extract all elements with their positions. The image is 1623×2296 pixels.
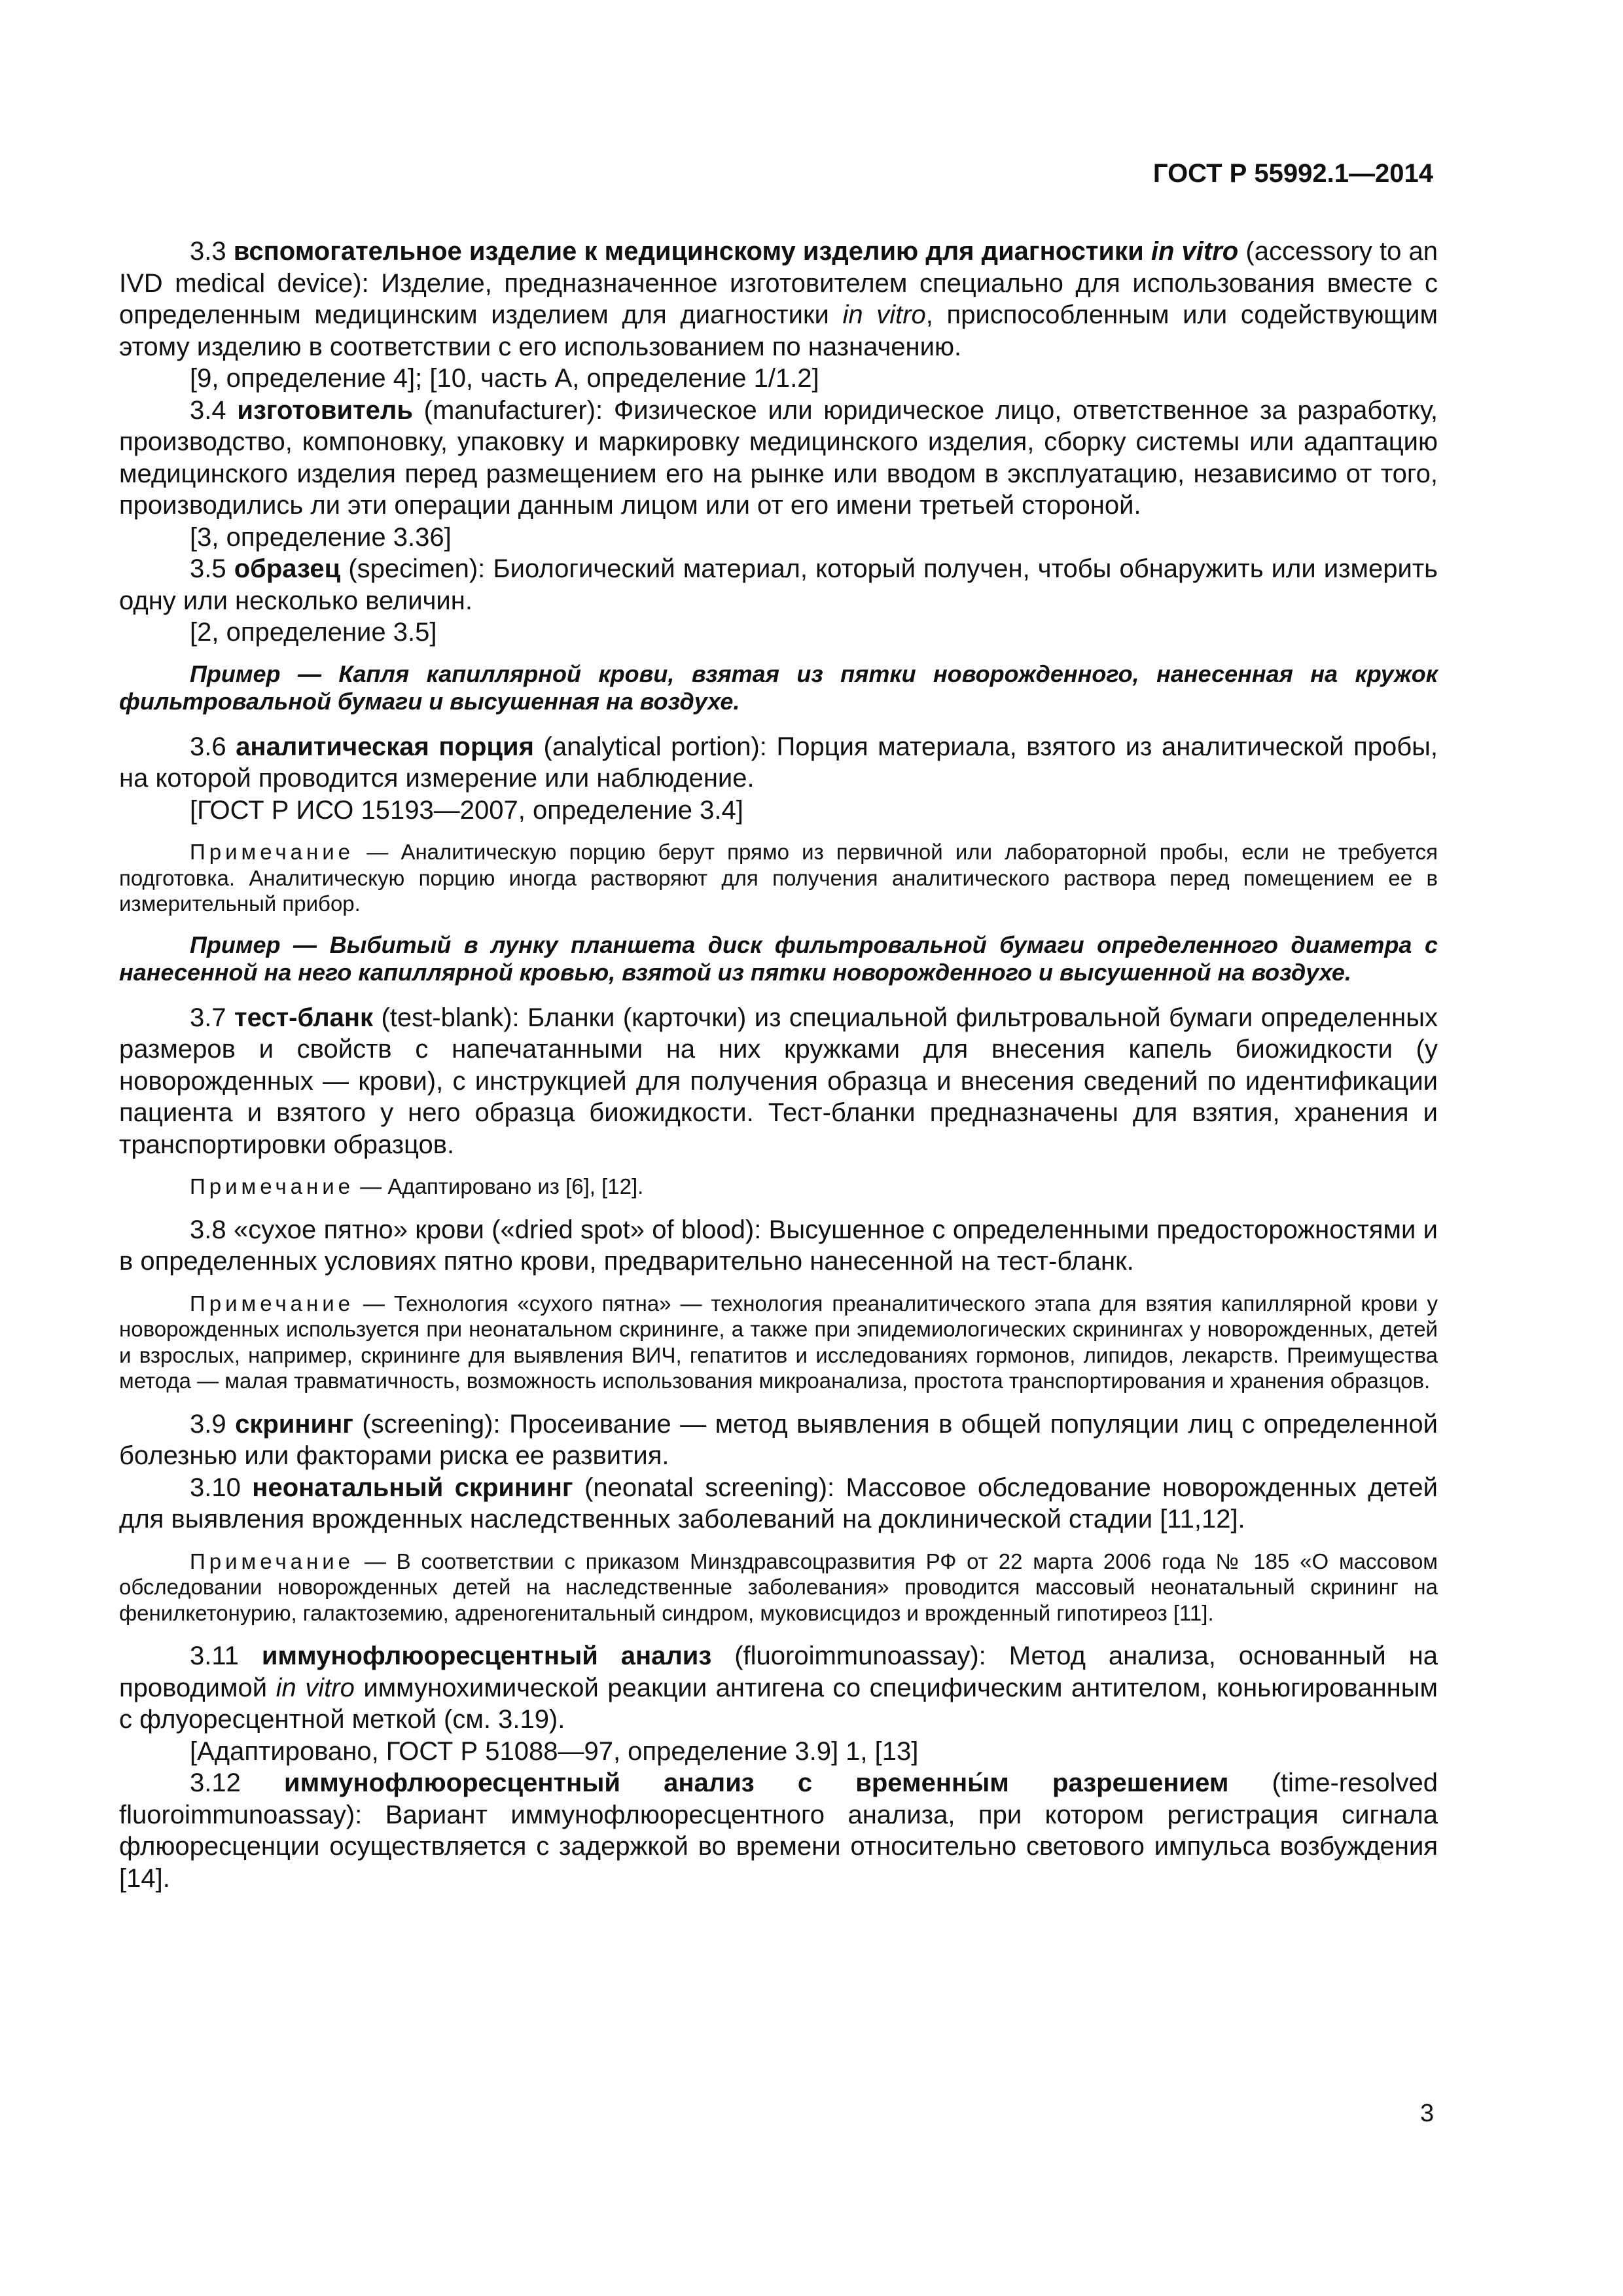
definition-text: (test-blank): Бланки (карточки) из специальной фильтровальной бумаги определенных размеров и свойств с напечатанными на них кружками для внесения капель биожидкости (у новорожденных — крови), с инструкцией для получения образца и внесения сведений по идентификации пациента и взятого у него образца биожидкости. Тест-бланки предназначены для взятия, хранения и транспортировки образцов.: [119, 1003, 1438, 1159]
definition-text: (manufacturer): Физическое или юридическое лицо, ответственное за разработку, производство, компоновку, упаковку и маркировку медицинского изделия, сборку системы или адаптацию медицинского изделия перед размещением его на рынке или вводом в эксплуатацию, независимо от того, производились ли эти операции данным лицом или от его имени третьей стороной.: [119, 395, 1438, 520]
clause-number: 3.9: [190, 1409, 226, 1439]
definition-3-4: [119, 395, 1438, 522]
clause-number: 3.5: [190, 554, 226, 583]
source-reference: [3, определение 3.36]: [190, 522, 452, 552]
example: Пример — Капля капиллярной крови, взятая из пятки новорожденного, нанесенная на кружок фильтровальной бумаги и высушенная на воздухе.: [119, 660, 1438, 715]
document-number: ГОСТ Р 55992.1—2014: [1152, 159, 1433, 188]
clause-number: 3.7: [190, 1003, 226, 1032]
definition-3-11: 3.11 иммунофлюоресцентный анализ (fluoroimmunoassay): Метод анализа, основанный на проводимой in vitro иммунохимической реакции антигена со специфическим антителом, коньюгированным с флуоресцентной меткой (см. 3.19).: [119, 1641, 1438, 1734]
term: вспомогательное изделие к медицинскому изделию для диагностики in vitro: [233, 237, 1239, 266]
term: аналитическая порция: [236, 732, 534, 761]
definition-3-3: 3.3 вспомогательное изделие к медицинскому изделию для диагностики in vitro (accessory to an IVD medical device): Изделие, предназначенное изготовителем специально для использования вместе с определенным медицинским изделием для диагностики in vitro, приспособленным или содействующим этому изделию в соответствии с его использованием по назначению.: [119, 237, 1438, 361]
document-body: [119, 236, 1438, 1894]
definition-text: («dried spot» of blood): Высушенное с определенными предосторожностями и в определенных условиях пятно крови, предварительно нанесенной на тест-бланк.: [119, 1215, 1438, 1276]
note-label: Примечание: [190, 840, 355, 864]
term: «сухое пятно» крови: [233, 1215, 484, 1244]
definition-3-9: [119, 1408, 1438, 1472]
definition-text: (neonatal screening): Массовое обследование новорожденных детей для выявления врожденных наследственных заболеваний на доклинической стадии [11,12].: [119, 1473, 1438, 1534]
note: Примечание — Адаптировано из [6], [12].: [190, 1174, 644, 1198]
clause-number: 3.12: [190, 1768, 241, 1797]
source-reference: [ГОСТ Р ИСО 15193—2007, определение 3.4]: [190, 795, 743, 825]
term: образец: [234, 554, 341, 583]
term: иммунофлюоресцентный анализ: [261, 1641, 712, 1670]
definition-text: (fluoroimmunoassay): Метод анализа, основанный на проводимой: [119, 1641, 1438, 1702]
definition-text: (specimen): Биологический материал, который получен, чтобы обнаружить или измерить одну или несколько величин.: [119, 554, 1438, 615]
definition-3-6: [119, 731, 1438, 795]
clause-number: 3.8: [190, 1215, 226, 1244]
definition-text: (analytical portion): Порция материала, взятого из аналитической пробы, на которой проводится измерение или наблюдение.: [119, 732, 1438, 793]
page-number: 3: [1420, 2100, 1435, 2127]
note: Примечание — Технология «сухого пятна» — технология преаналитического этапа для взятия капиллярной крови у новорожденных используется при неонатальном скрининге, а также при эпидемиологических скринингах у новорожденных, детей и взрослых, например, скрининге для выявления ВИЧ, гепатитов и исследованиях гормонов, липидов, лекарств. Преимущества метода — малая травматичность, возможность использования микроанализа, простота транспортирования и хранения образцов.: [119, 1291, 1438, 1393]
example: Пример — Выбитый в лунку планшета диск фильтровальной бумаги определенного диаметра с нанесенной на него капиллярной кровью, взятой из пятки новорожденного и высушенной на воздухе.: [119, 931, 1438, 986]
term: иммунофлюоресцентный анализ с временны́м разрешением: [284, 1768, 1229, 1797]
term: неонатальный скрининг: [252, 1473, 573, 1502]
note-label: Примечание: [190, 1549, 355, 1573]
term: тест-бланк: [234, 1003, 374, 1032]
definition-3-8: [119, 1214, 1438, 1278]
source-reference: [9, определение 4]; [10, часть А, определение 1/1.2]: [190, 364, 819, 393]
clause-number: 3.6: [190, 732, 226, 761]
definition-3-10: [119, 1472, 1438, 1535]
source-reference: [2, определение 3.5]: [190, 618, 437, 647]
term: изготовитель: [237, 395, 413, 425]
definition-text: (accessory to an IVD medical device): Изделие, предназначенное изготовителем специально для использования вместе с определенным медицинским изделием для диагностики: [119, 237, 1438, 329]
clause-number: 3.3: [190, 237, 226, 266]
note-label: Примечание: [190, 1291, 355, 1316]
definition-3-7: [119, 1002, 1438, 1161]
definition-text: (screening): Просеивание — метод выявления в общей популяции лиц с определенной болезнью или факторами риска ее развития.: [119, 1409, 1438, 1470]
definition-3-5: [119, 553, 1438, 617]
note: Примечание — В соответствии с приказом Минздравсоцразвития РФ от 22 марта 2006 года № 185 «О массовом обследовании новорожденных детей на наследственные заболевания» проводится массовый неонатальный скрининг на фенилкетонурию, галактоземию, адреногенитальный синдром, муковисцидоз и врожденный гипотиреоз [11].: [119, 1549, 1438, 1625]
definition-3-12: [119, 1767, 1438, 1894]
definition-text: (time-resolved fluoroimmunoassay): Вариант иммунофлюоресцентного анализа, при котором регистрация сигнала флюоресценции осуществляется с задержкой во времени относительно светового импульса возбуждения [14].: [119, 1768, 1438, 1893]
note: Примечание — Аналитическую порцию берут прямо из первичной или лабораторной пробы, если не требуется подготовка. Аналитическую порцию иногда растворяют для получения аналитического раствора перед помещением ее в измерительный прибор.: [119, 840, 1438, 916]
clause-number: 3.4: [190, 395, 226, 425]
clause-number: 3.11: [190, 1641, 239, 1670]
term: скрининг: [235, 1409, 353, 1439]
clause-number: 3.10: [190, 1473, 241, 1502]
source-reference: [Адаптировано, ГОСТ Р 51088—97, определение 3.9] 1, [13]: [190, 1736, 919, 1766]
note-label: Примечание: [190, 1174, 355, 1198]
